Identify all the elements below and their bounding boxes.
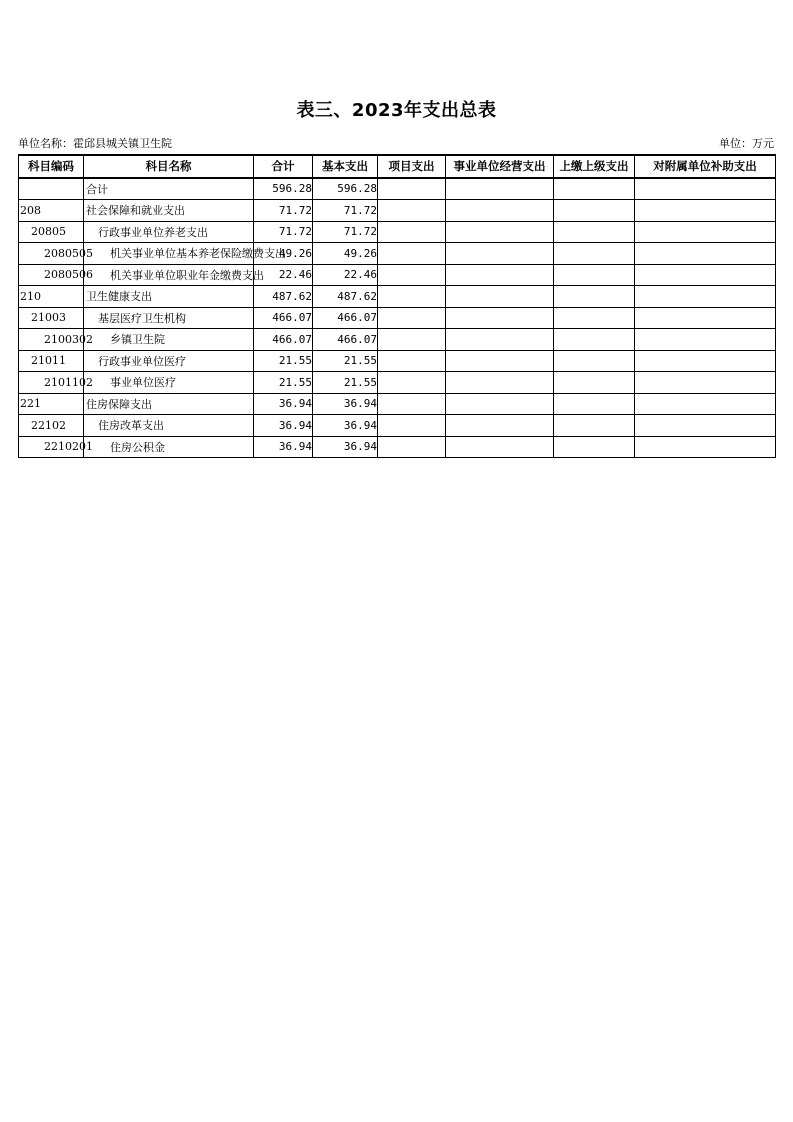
table-row <box>19 350 776 372</box>
table-row <box>19 286 776 308</box>
cell-upper <box>554 200 635 222</box>
cell-basic: 71.72 <box>313 200 378 222</box>
cell-code: 22102 <box>19 415 84 437</box>
cell-upper <box>554 329 635 351</box>
cell-upper <box>554 372 635 394</box>
cell-project <box>378 350 446 372</box>
expenditure-table <box>18 154 776 458</box>
table-row <box>19 415 776 437</box>
cell-code: 2210201 <box>19 436 84 458</box>
cell-name: 住房保障支出 <box>84 393 254 415</box>
cell-basic: 49.26 <box>313 243 378 265</box>
unit-name-label: 单位名称：霍邱县城关镇卫生院 <box>18 137 172 150</box>
cell-project <box>378 286 446 308</box>
header-code: 科目编码 <box>19 155 84 178</box>
cell-business <box>446 372 554 394</box>
cell-basic: 596.28 <box>313 178 378 200</box>
cell-business <box>446 307 554 329</box>
cell-total: 487.62 <box>254 286 313 308</box>
table-row <box>19 329 776 351</box>
cell-code: 21003 <box>19 307 84 329</box>
table-row <box>19 372 776 394</box>
cell-subsidy <box>635 329 776 351</box>
cell-subsidy <box>635 393 776 415</box>
cell-basic: 21.55 <box>313 372 378 394</box>
header-project: 项目支出 <box>378 155 446 178</box>
cell-project <box>378 329 446 351</box>
cell-basic: 36.94 <box>313 415 378 437</box>
cell-basic: 487.62 <box>313 286 378 308</box>
cell-name: 合计 <box>84 178 254 200</box>
header-name: 科目名称 <box>84 155 254 178</box>
cell-code: 221 <box>19 393 84 415</box>
cell-subsidy <box>635 200 776 222</box>
cell-name: 社会保障和就业支出 <box>84 200 254 222</box>
cell-name: 住房改革支出 <box>84 415 254 437</box>
cell-upper <box>554 307 635 329</box>
cell-code: 210 <box>19 286 84 308</box>
cell-name: 机关事业单位职业年金缴费支出 <box>84 264 254 286</box>
table-row <box>19 200 776 222</box>
cell-subsidy <box>635 221 776 243</box>
cell-subsidy <box>635 286 776 308</box>
cell-upper <box>554 350 635 372</box>
cell-basic: 466.07 <box>313 329 378 351</box>
cell-business <box>446 178 554 200</box>
cell-subsidy <box>635 307 776 329</box>
cell-subsidy <box>635 264 776 286</box>
cell-name: 基层医疗卫生机构 <box>84 307 254 329</box>
cell-business <box>446 393 554 415</box>
cell-name: 乡镇卫生院 <box>84 329 254 351</box>
cell-project <box>378 436 446 458</box>
cell-code: 21011 <box>19 350 84 372</box>
cell-total: 466.07 <box>254 329 313 351</box>
cell-basic: 36.94 <box>313 436 378 458</box>
cell-basic: 466.07 <box>313 307 378 329</box>
cell-code: 2080505 <box>19 243 84 265</box>
cell-project <box>378 393 446 415</box>
header-total: 合计 <box>254 155 313 178</box>
cell-code: 2101102 <box>19 372 84 394</box>
cell-upper <box>554 393 635 415</box>
cell-business <box>446 415 554 437</box>
cell-upper <box>554 221 635 243</box>
cell-name: 行政事业单位养老支出 <box>84 221 254 243</box>
page-title: 表三、2023年支出总表 <box>296 100 497 121</box>
table-row <box>19 243 776 265</box>
table-header-row <box>19 155 776 178</box>
cell-total: 22.46 <box>254 264 313 286</box>
cell-upper <box>554 178 635 200</box>
cell-total: 466.07 <box>254 307 313 329</box>
cell-total: 36.94 <box>254 393 313 415</box>
cell-business <box>446 221 554 243</box>
cell-name: 机关事业单位基本养老保险缴费支出 <box>84 243 254 265</box>
header-basic: 基本支出 <box>313 155 378 178</box>
cell-total: 596.28 <box>254 178 313 200</box>
cell-subsidy <box>635 372 776 394</box>
cell-name: 行政事业单位医疗 <box>84 350 254 372</box>
cell-upper <box>554 286 635 308</box>
cell-name: 住房公积金 <box>84 436 254 458</box>
cell-name: 卫生健康支出 <box>84 286 254 308</box>
cell-business <box>446 200 554 222</box>
cell-project <box>378 221 446 243</box>
cell-code: 208 <box>19 200 84 222</box>
cell-subsidy <box>635 243 776 265</box>
cell-business <box>446 286 554 308</box>
cell-project <box>378 264 446 286</box>
cell-total: 49.26 <box>254 243 313 265</box>
cell-upper <box>554 264 635 286</box>
cell-subsidy <box>635 178 776 200</box>
cell-project <box>378 307 446 329</box>
header-upper: 上缴上级支出 <box>554 155 635 178</box>
cell-code: 2080506 <box>19 264 84 286</box>
cell-code: 2100302 <box>19 329 84 351</box>
cell-business <box>446 350 554 372</box>
cell-subsidy <box>635 350 776 372</box>
cell-upper <box>554 243 635 265</box>
cell-code <box>19 178 84 200</box>
cell-total: 71.72 <box>254 200 313 222</box>
cell-total: 36.94 <box>254 415 313 437</box>
cell-upper <box>554 436 635 458</box>
table-row <box>19 221 776 243</box>
cell-business <box>446 243 554 265</box>
cell-total: 21.55 <box>254 372 313 394</box>
table-row <box>19 436 776 458</box>
cell-basic: 71.72 <box>313 221 378 243</box>
table-row <box>19 393 776 415</box>
cell-project <box>378 200 446 222</box>
cell-upper <box>554 415 635 437</box>
cell-name: 事业单位医疗 <box>84 372 254 394</box>
cell-total: 36.94 <box>254 436 313 458</box>
cell-project <box>378 178 446 200</box>
header-business: 事业单位经营支出 <box>446 155 554 178</box>
table-row <box>19 264 776 286</box>
unit-label: 单位：万元 <box>719 137 774 150</box>
cell-business <box>446 436 554 458</box>
cell-subsidy <box>635 436 776 458</box>
cell-code: 20805 <box>19 221 84 243</box>
table-row <box>19 307 776 329</box>
cell-project <box>378 415 446 437</box>
cell-basic: 21.55 <box>313 350 378 372</box>
cell-business <box>446 329 554 351</box>
cell-total: 21.55 <box>254 350 313 372</box>
table-row <box>19 178 776 200</box>
cell-project <box>378 243 446 265</box>
cell-business <box>446 264 554 286</box>
cell-subsidy <box>635 415 776 437</box>
cell-project <box>378 372 446 394</box>
cell-basic: 36.94 <box>313 393 378 415</box>
cell-basic: 22.46 <box>313 264 378 286</box>
header-subsidy: 对附属单位补助支出 <box>635 155 776 178</box>
cell-total: 71.72 <box>254 221 313 243</box>
